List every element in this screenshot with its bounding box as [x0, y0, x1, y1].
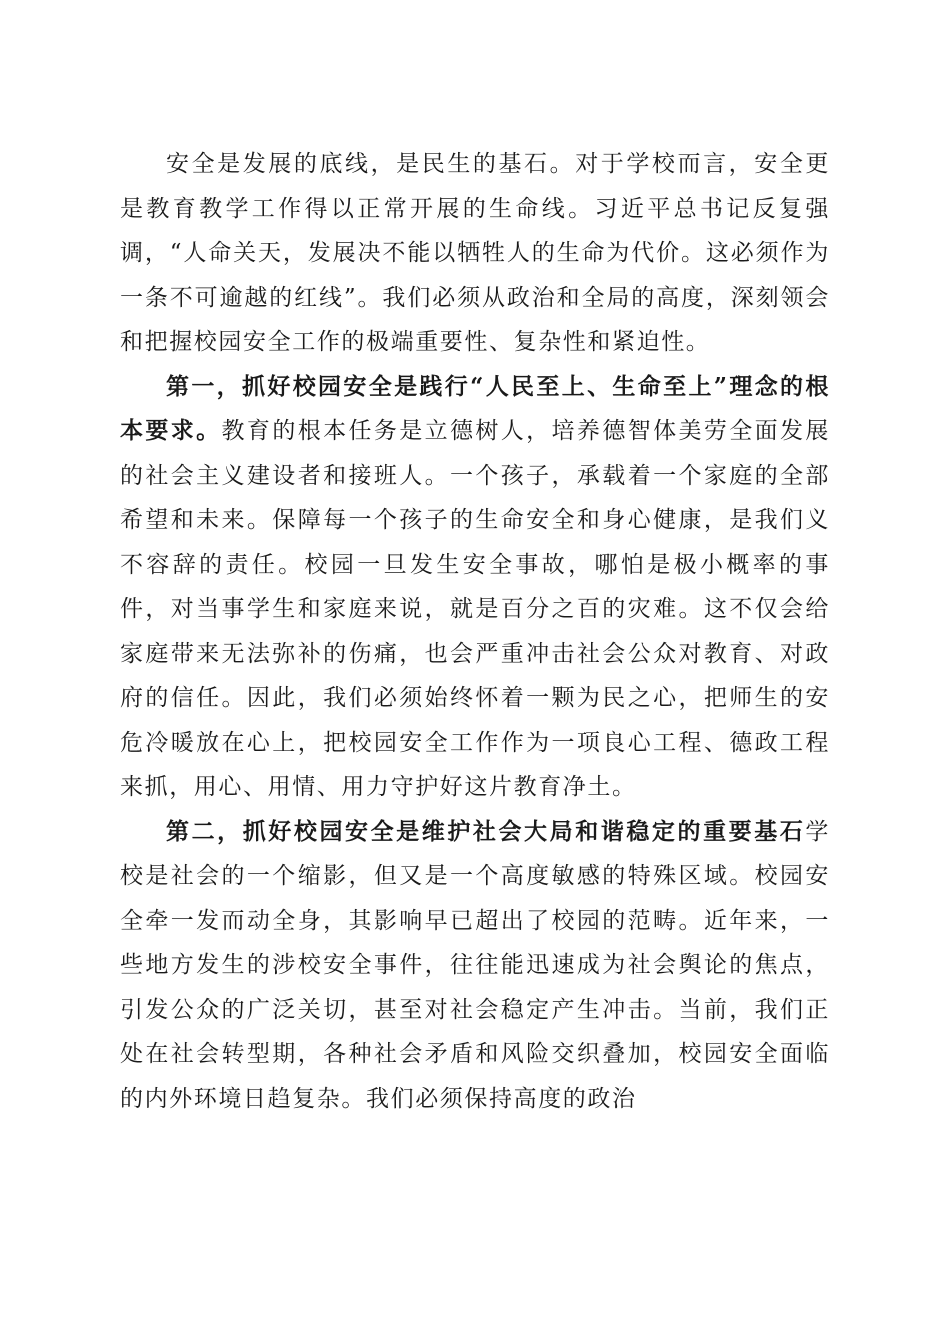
- paragraph-first-point: [120, 365, 830, 810]
- paragraph-intro-body: 安全是发展的底线，是民生的基石。对于学校而言，安全更是教育教学工作得以正常开展的生命线。习近平总书记反复强调，“人命关天，发展决不能以牺牲人的生命为代价。这必须作为一条不可逾越的红线”。我们必须从政治和全局的高度，深刻领会和把握校园安全工作的极端重要性、复杂性和紧迫性。: [120, 151, 830, 355]
- document-page: [120, 142, 830, 1121]
- paragraph-first-point-body: 教育的根本任务是立德树人，培养德智体美劳全面发展的社会主义建设者和接班人。一个孩子，承载着一个家庭的全部希望和未来。保障每一个孩子的生命安全和身心健康，是我们义不容辞的责任。校园一旦发生安全事故，哪怕是极小概率的事件，对当事学生和家庭来说，就是百分之百的灾难。这不仅会给家庭带来无法弥补的伤痛，也会严重冲击社会公众对教育、对政府的信任。因此，我们必须始终怀着一颗为民之心，把师生的安危冷暖放在心上，把校园安全工作作为一项良心工程、德政工程来抓，用心、用情、用力守护好这片教育净土。: [120, 418, 830, 800]
- paragraph-second-point-heading: 第二，抓好校园安全是维护社会大局和谐稳定的重要基石: [166, 817, 806, 845]
- paragraph-first-point-heading: 第一，抓好校园安全是践行“人民至上、生命至上”理念的根本要求。: [120, 372, 830, 444]
- paragraph-intro: [120, 142, 830, 365]
- paragraph-second-point: [120, 810, 830, 1122]
- paragraph-second-point-body: 学校是社会的一个缩影，但又是一个高度敏感的特殊区域。校园安全牵一发而动全身，其影响早已超出了校园的范畴。近年来，一些地方发生的涉校安全事件，往往能迅速成为社会舆论的焦点，引发公众的广泛关切，甚至对社会稳定产生冲击。当前，我们正处在社会转型期，各种社会矛盾和风险交织叠加，校园安全面临的内外环境日趋复杂。我们必须保持高度的政治: [120, 818, 830, 1112]
